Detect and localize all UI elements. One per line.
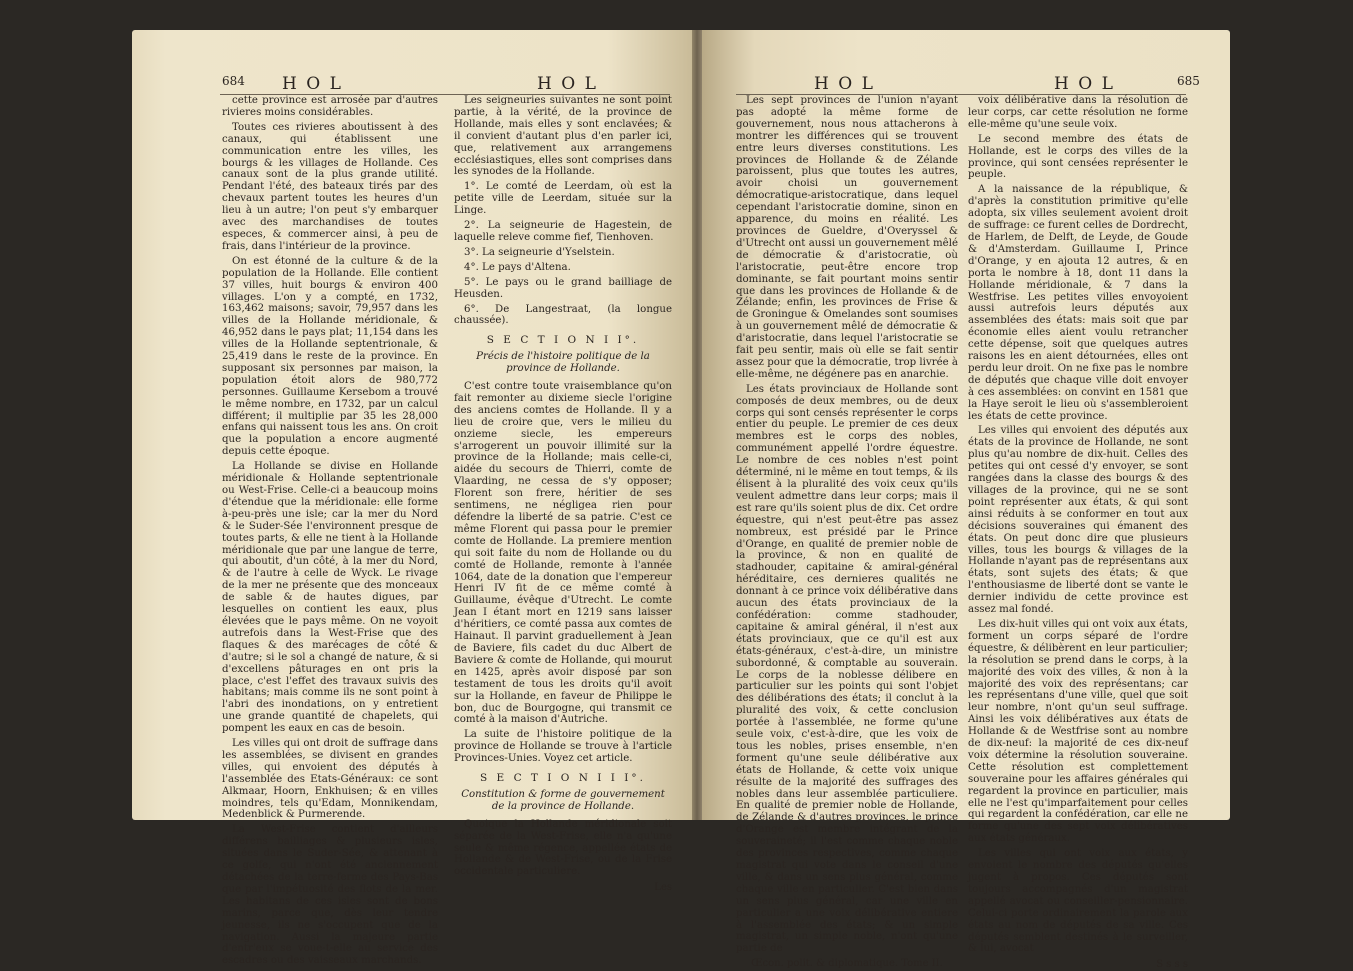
paragraph: La suite de l'histoire politique de la province de Hollande se trouve à l'article Provinces-Unies. Voyez cet article. <box>454 729 672 765</box>
paragraph: La West-Frise contient d'ailleurs différens bailliages & plusieurs isles, situées dans le Suder-Sée, & attenant à ce golfe, qui n'ont été anciennement détachées de la terre-ferme des Pays-Bas que par l'impétuosité des flots de la mer. Les habitans de ces isles sont de bons marins, parce que, dès leur tendre jeunesse, ils ne s'occupent que de la navigation. Aussi la majeure partie d'entr'eux se voue-t-elle au service des escadres ou des vaisseaux marchands. <box>222 824 438 967</box>
paragraph: C'est contre toute vraisemblance qu'on fait remonter au dixieme siecle l'origine des anciens comtes de Hollande. Il y a lieu de croire que, vers le milieu du onzieme siecle, les empereurs s'arrogerent un pouvoir illimité sur la province de la Hollande; mais celle-ci, aidée du secours de Thierri, comte de Vlaarding, ne cessa de s'y opposer; Florent son frere, héritier de ses sentimens, ne négligea rien pour défendre la liberté de sa patrie. C'est ce même Florent qui passa pour le premier comte de Hollande. La premiere mention qui soit faite du nom de Hollande ou du comté de Hollande, remonte à l'année 1064, date de la donation que l'empereur Henri IV fit de ce même comté à Guillaume, évêque d'Utrecht. Le comte Jean I étant mort en 1219 sans laisser d'héritiers, ce comté passa aux comtes de Hainaut. Il parvint graduellement à Jean de Baviere, fils cadet du duc Albert de Baviere & comte de Hollande, qui mourut en 1425, après avoir disposé par son testament de tous les droits qu'il avoit sur la Hollande, en faveur de Philippe le bon, duc de Bourgogne, qui transmit ce comté à la maison d'Autriche. <box>454 381 672 726</box>
paragraph: cette province est arrosée par d'autres rivieres moins considérables. <box>222 95 438 118</box>
paragraph: Toutes ces rivieres aboutissent à des canaux, qui établissent une communication entre les villes, les bourgs & les villages de Hollande. Ces canaux sont de la plus grande utilité. Pendant l'été, des bateaux tirés par des chevaux partent toutes les heures d'un lieu à un autre; l'on peut s'y embarquer avec des marchandises de toutes especes, & commercer ainsi, à peu de frais, dans l'intérieur de la province. <box>222 121 438 252</box>
paragraph: Les dix-huit villes qui ont voix aux états, forment un corps séparé de l'ordre équestre, & délibèrent en leur particulier; la résolution se prend dans le corps, à la majorité des voix des villes, & non à la majorité des voix des représentans; car les représentans d'une ville, quel que soit leur nombre, n'ont qu'un seul suffrage. Ainsi les voix délibératives aux états de Hollande & de Westfrise sont au nombre de dix-neuf: la majorité de ces dix-neuf voix détermine la résolution souveraine. Cette résolution est complettement souveraine pour les affaires générales qui regardent la province en particulier, mais elle ne l'est qu'imparfaitement pour celles qui regardent la confédération, car elle ne forme qu'une des sept voix délibératives aux états généraux. <box>968 618 1188 845</box>
right-column-1 <box>736 95 958 970</box>
paragraph: Les sept provinces de l'union n'ayant pas adopté la même forme de gouvernement, nous nous attacherons à montrer les différences qui se trouvent entre leurs diverses constitutions. Les provinces de Hollande & de Zélande paroissent, plus que toutes les autres, avoir choisi un gouvernement démocratique-aristocratique, dans lequel cependant l'aristocratie domine, sinon en apparence, du moins en réalité. Les provinces de Gueldre, d'Overyssel & d'Utrecht ont aussi un gouvernement mêlé de démocratie & d'aristocratie, où l'aristocratie, peut-être encore trop dominante, se fait pourtant moins sentir que dans les provinces de Hollande & de Zélande; enfin, les provinces de Frise & de Groningue & Omelandes sont soumises à un gouvernement mêlé de démocratie & d'aristocratie, dans lequel l'aristocratie se fait peu sentir, mais où elle se fait sentir assez pour que la démocratie, trop livrée à elle-même, ne dégénere pas en anarchie. <box>736 95 958 380</box>
paragraph: A la naissance de la république, & d'après la constitution primitive qu'elle adopta, six villes seulement avoient droit de suffrage: ce furent celles de Dordrecht, de Harlem, de Delft, de Leyde, de Goude & d'Amsterdam. Guillaume I, Prince d'Orange, y en ajouta 12 autres, & en porta le nombre à 18, dont 11 dans la Hollande méridionale, & 7 dans la Westfrise. Les petites villes envoyoient aussi autrefois leurs députés aux assemblées des états: mais soit que par économie elles aient voulu retrancher cette dépense, soit que quelques autres raisons les en aient détournées, elles ont perdu leur droit. On ne fixe pas le nombre de députés que chaque ville doit envoyer à ces assemblées: on convint en 1581 que la Haye seroit le lieu où s'assembleroient les états de cette province. <box>968 184 1188 422</box>
paragraph: La Hollande se divise en Hollande méridionale & Hollande septentrionale ou West-Frise. Celle-ci a beaucoup moins d'étendue que la méridionale: elle forme à-peu-près une isle; car la mer du Nord & le Suder-Sée l'environnent presque de toutes parts, & elle ne tient à la Hollande méridionale que par une langue de terre, qui aboutit, d'un côté, à la mer du Nord, & de l'autre à celle de Wyck. Le rivage de la mer ne présente que des monceaux de sable & de hautes digues, par lesquelles on contient les eaux, plus élevées que le pays même. On ne voyoit autrefois dans la West-Frise que des flaques & des marécages de côté & d'autre; si le sol a changé de nature, & si d'excellens pâturages en ont pris la place, c'est l'effet des travaux suivis des habitans; mais comme ils ne sont point à l'abri des inondations, on y entretient une grande quantité de chapelets, qui pompent les eaux en cas de besoin. <box>222 461 438 735</box>
section-title: Précis de l'histoire politique de la province de Hollande. <box>476 351 650 375</box>
running-head-left: H O L <box>282 74 343 94</box>
list-item: 6°. De Langestraat, (la longue chaussée). <box>454 303 672 327</box>
list-item: 1°. Le comté de Leerdam, où est la petite ville de Leerdam, située sur la Linge. <box>454 181 672 217</box>
paragraph: Les villes qui envoient des députés aux états de la province de Hollande, ne sont plus qu'au nombre de dix-huit. Celles des petites qui ont cessé d'y envoyer, se sont rangées dans la classe des bourgs & des villages de la province, qui ne se sont point représenter aux états, & qui sont ainsi réduits à se conformer en tout aux décisions souveraines qui émanent des états. On peut donc dire que plusieurs villes, tous les bourgs & villages de la Hollande n'ayant pas de représentans aux états, sont sujets des états; & que l'enthousiasme de liberté dont se vante le dernier individu de cette province est assez mal fondé. <box>968 425 1188 616</box>
right-page <box>702 30 1230 971</box>
paragraph: Les villes qui ont droit de suffrage dans les assemblées, se divisent en grandes villes, qui envoient des députés à l'assemblée des Etats-Généraux: ce sont Alkmaar, Hoorn, Enkhuisen; & en villes moindres, tels qu'Edam, Monnikendam, Medenblick & Purmerende. <box>222 738 438 821</box>
paragraph: voix délibérative dans la résolution de leur corps, car cette résolution ne forme elle-même qu'une seule voix. <box>968 95 1188 130</box>
paragraph: On est étonné de la culture & de la population de la Hollande. Elle contient 37 villes, huit bourgs & environ 400 villages. L'on y a compté, en 1732, 163,462 maisons; savoir, 79,957 dans les villes de la Hollande méridionale, & 46,952 dans le pays plat; 11,154 dans les villes de la Hollande septentrionale, & 25,419 dans le reste de la province. En supposant six personnes par maison, la population étoit alors de 980,772 personnes. Guillaume Kersebom a trouvé le même nombre, en 1732, par un calcul différent; il multiplie par 35 les 28,000 enfans qui naissent tous les ans. On croit que la population a encore augmenté depuis cette époque. <box>222 255 438 458</box>
footer-note: Œcon. polit. & diplomatique. Tome II. <box>751 958 943 970</box>
paragraph: Les villes qui ont voix aux états, y envoient le nombre des députés qu'elles jugent à propos. Ces députés sont toujours accompagnés d'un magistrat appellé avocat ou conseiller-pensionnaire. Celui-ci porte ordinairement la parole aux états au nom de députés de sa ville. Ces députés semblent destinés à le surveiller, & lui, avocat <box>968 848 1188 955</box>
list-item: 5°. Le pays ou le grand bailliage de Heusden. <box>454 276 672 300</box>
signature-mark: S s s s <box>1156 959 1188 971</box>
list-item: 2°. La seigneurie de Hagestein, de laquelle releve comme fief, Tienhoven. <box>454 220 672 243</box>
page-number: 684 <box>222 74 245 88</box>
list-item: 3°. La seigneurie d'Yselstein. <box>464 246 615 258</box>
catchword: Les <box>654 882 672 894</box>
paragraph: Les états provinciaux de Hollande sont composés de deux membres, ou de deux corps qui sont censés représenter le corps entier du peuple. Le premier de ces deux membres est le corps des nobles, communément appellé l'ordre équestre. Le nombre de ces nobles n'est point déterminé, ni le même en tout temps, & ils élisent à la pluralité des voix ceux qu'ils veulent admettre dans leur corps; mais il est rare qu'ils soient plus de dix. Cet ordre équestre, qui n'est peut-être pas assez nombreux, est présidé par le Prince d'Orange, en qualité de premier noble de la province, & non en qualité de stadhouder, capitaine & amiral-général héréditaire, ces dernieres qualités ne donnant à ce prince voix délibérative dans aucun des états provinciaux de la confédération: comme stadhouder, capitaine & amiral général, il n'est aux états provinciaux, que ce qu'il est aux états-généraux, c'est-à-dire, un ministre subordonné, & comptable au souverain. Le corps de la noblesse délibere en particulier sur les points qui sont l'objet des délibérations des états; il conclut à la pluralité des voix, & cette conclusion portée à l'assemblée, ne forme qu'une seule voix, c'est-à-dire, que les voix de tous les nobles, prises ensemble, n'en forment qu'une seule délibérative aux états de Hollande, & cette voix unique résulte de la majorité des suffrages des nobles dans leur assemblée particuliere. En qualité de premier noble de Hollande, de Zélande & d'autres provinces, le prince d'Orange est membre intégrant de la souveraineté; il l'est comme chaque noble des provinces respectives, comme chaque magistrat qui vote dans le conseil d'une ville, & dans un sens plus général, comme chaque ville en particulier. C'est bien dans un sens plus général, car une ville en particulier a une voix délibérative entiere à l'assemblée des états; & un simple magistrat, un simple noble, n'ont qu'une partie de <box>736 383 958 955</box>
left-column-1 <box>222 95 438 970</box>
section-heading: S E C T I O N I I I°. <box>480 772 646 785</box>
list-item: 4°. Le pays d'Altena. <box>464 261 571 273</box>
paragraph: Quoique la Hollande méridionale soit séparée de la West-Frise, elle n'a qu'une seule & même régence, appellée états de Hollande & de West-Frise, ou de la Frise occidentale particuliere. <box>454 818 672 878</box>
left-column-2 <box>454 95 672 894</box>
left-page <box>132 30 692 967</box>
section-heading: S E C T I O N I I°. <box>486 334 640 347</box>
running-head-right: H O L <box>537 74 598 94</box>
right-column-2 <box>968 95 1188 971</box>
paragraph: Le second membre des états de Hollande, est le corps des villes de la province, qui sont censées représenter le peuple. <box>968 133 1188 181</box>
running-head-right: H O L <box>1054 74 1115 94</box>
page-number: 685 <box>1177 74 1200 88</box>
paragraph: Les seigneuries suivantes ne sont point partie, à la vérité, de la province de Hollande, mais elles y sont enclavées; & il convient d'autant plus d'en parler ici, que, relativement aux arrangemens ecclésiastiques, elles sont comprises dans les synodes de la Hollande. <box>454 95 672 178</box>
section-title: Constitution & forme de gouvernement de la province de Hollande. <box>461 788 665 812</box>
running-head-left: H O L <box>814 74 875 94</box>
